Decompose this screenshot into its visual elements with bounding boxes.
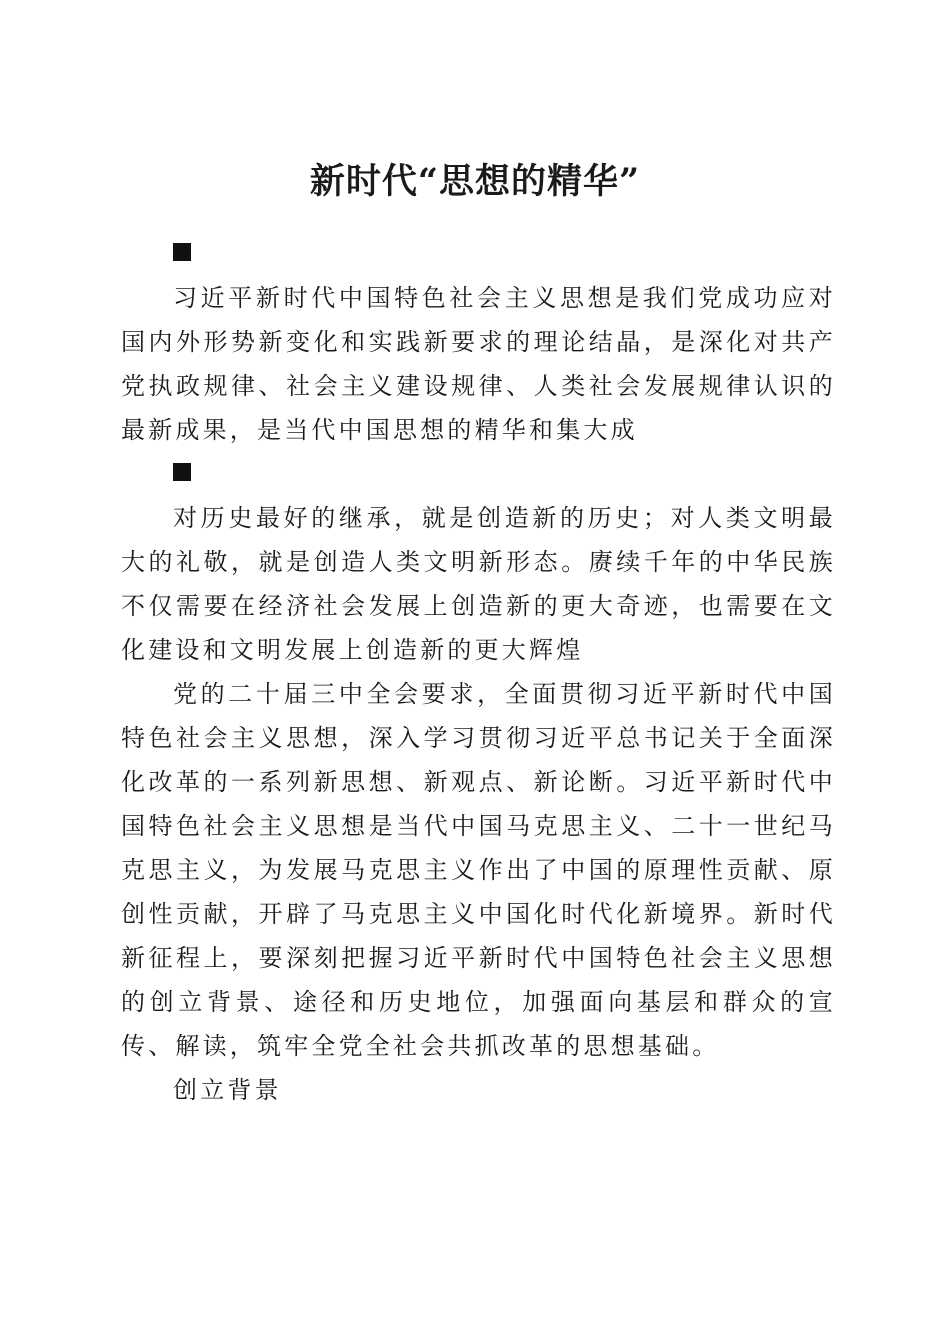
paragraph: 习近平新时代中国特色社会主义思想是我们党成功应对国内外形势新变化和实践新要求的理论结晶，是深化对共产党执政规律、社会主义建设规律、人类社会发展规律认识的最新成果，是当代中国思想的精华和集大成	[121, 284, 836, 444]
black-square-icon	[173, 463, 191, 481]
document-body	[121, 232, 836, 1112]
section-marker	[121, 452, 836, 496]
section-marker	[121, 232, 836, 276]
paragraph: 对历史最好的继承，就是创造新的历史；对人类文明最大的礼敬，就是创造人类文明新形态。赓续千年的中华民族不仅需要在经济社会发展上创造新的更大奇迹，也需要在文化建设和文明发展上创造新的更大辉煌	[121, 504, 836, 664]
paragraph: 党的二十届三中全会要求，全面贯彻习近平新时代中国特色社会主义思想，深入学习贯彻习近平总书记关于全面深化改革的一系列新思想、新观点、新论断。习近平新时代中国特色社会主义思想是当代中国马克思主义、二十一世纪马克思主义，为发展马克思主义作出了中国的原理性贡献、原创性贡献，开辟了马克思主义中国化时代化新境界。新时代新征程上，要深刻把握习近平新时代中国特色社会主义思想的创立背景、途径和历史地位，加强面向基层和群众的宣传、解读，筑牢全党全社会共抓改革的思想基础。	[121, 680, 836, 1060]
section-heading: 创立背景	[173, 1076, 282, 1104]
page-title: 新时代“思想的精华”	[309, 161, 641, 203]
black-square-icon	[173, 243, 191, 261]
